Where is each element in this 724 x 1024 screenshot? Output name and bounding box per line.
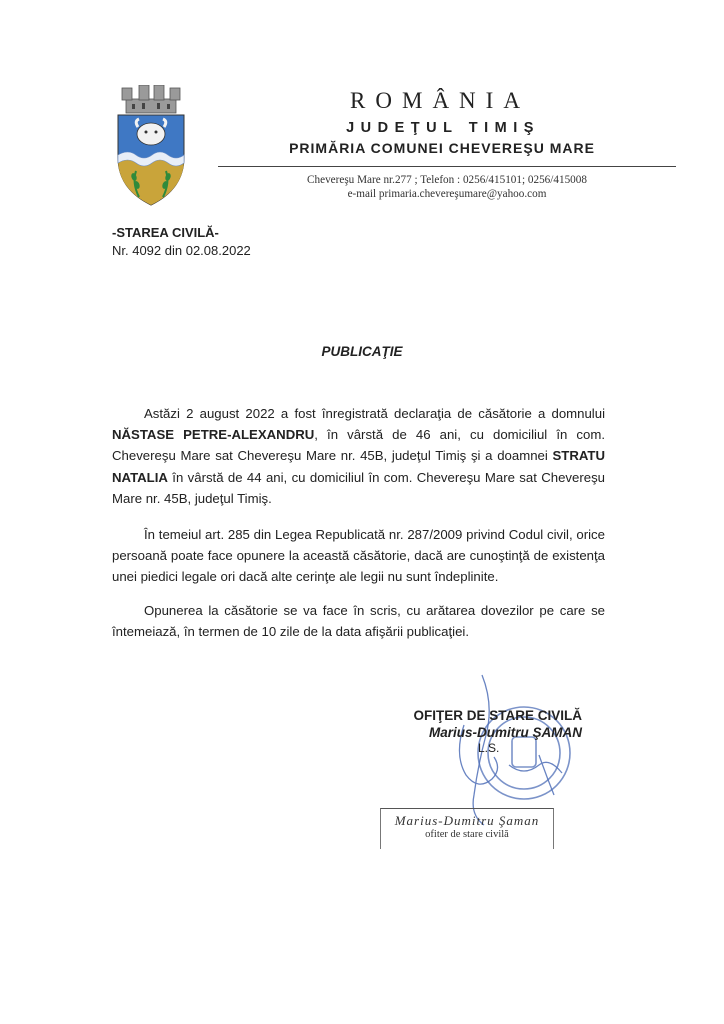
paragraph-declaration (112, 403, 605, 509)
bride-name: STRATU NATALIA (112, 448, 605, 485)
paragraph-opposition: Opunerea la căsătorie se va face în scris, cu arătarea dovezilor pe care se întemeiază, în termen de 10 zile de la data afişării publicaţiei. (112, 603, 605, 640)
signatory-name: Marius-Dumitru ŞAMAN (428, 725, 582, 740)
stamp-role: ofiter de stare civilă (425, 829, 509, 840)
locus-sigilli: L.S. (478, 741, 500, 755)
header-divider (218, 166, 676, 167)
declaration-end: în vârstă de 44 ani, cu domiciliul în com. Chevereşu Mare sat Chevereşu Mare nr. 45B, judeţul Timiş. (112, 469, 605, 506)
county-heading: JUDEŢUL TIMIŞ (346, 120, 540, 136)
contact-block (218, 173, 676, 201)
groom-name: NĂSTASE PETRE-ALEXANDRU (112, 427, 315, 443)
document-title: PUBLICAŢIE (321, 344, 403, 359)
mayoralty-heading: PRIMĂRIA COMUNEI CHEVEREŞU MARE (289, 140, 595, 156)
name-stamp (380, 808, 554, 849)
registration-number: Nr. 4092 din 02.08.2022 (112, 243, 251, 258)
department-label: -STAREA CIVILĂ- (112, 225, 219, 240)
country-heading: ROMÂNIA (350, 88, 530, 113)
paragraph-legal-basis: În temeiul art. 285 din Legea Republicată nr. 287/2009 privind Codul civil, orice persoană poate face opunere la această căsătorie, dacă are cunoştinţă de existenţa unei piedici legale ori dacă alte cerinţe ale legii nu sunt îndeplinite. (112, 527, 605, 585)
stamp-name: Marius-Dumitru Şaman (394, 813, 540, 828)
declaration-intro: Astăzi 2 august 2022 a fost înregistrată declaraţia de căsătorie a domnului (144, 406, 605, 421)
signature-title: OFIŢER DE STARE CIVILĂ (413, 708, 582, 723)
address-line: Chevereşu Mare nr.277 ; Telefon : 0256/415101; 0256/415008 (307, 174, 587, 186)
coat-of-arms-icon (112, 85, 190, 210)
declaration-middle: , în vârstă de 46 ani, cu domiciliul în com. Chevereşu Mare sat Chevereşu Mare nr. 45B, judeţul Timiş şi a doamnei (112, 427, 605, 464)
email-line: e-mail primaria.chevereşumare@yahoo.com (347, 188, 547, 200)
